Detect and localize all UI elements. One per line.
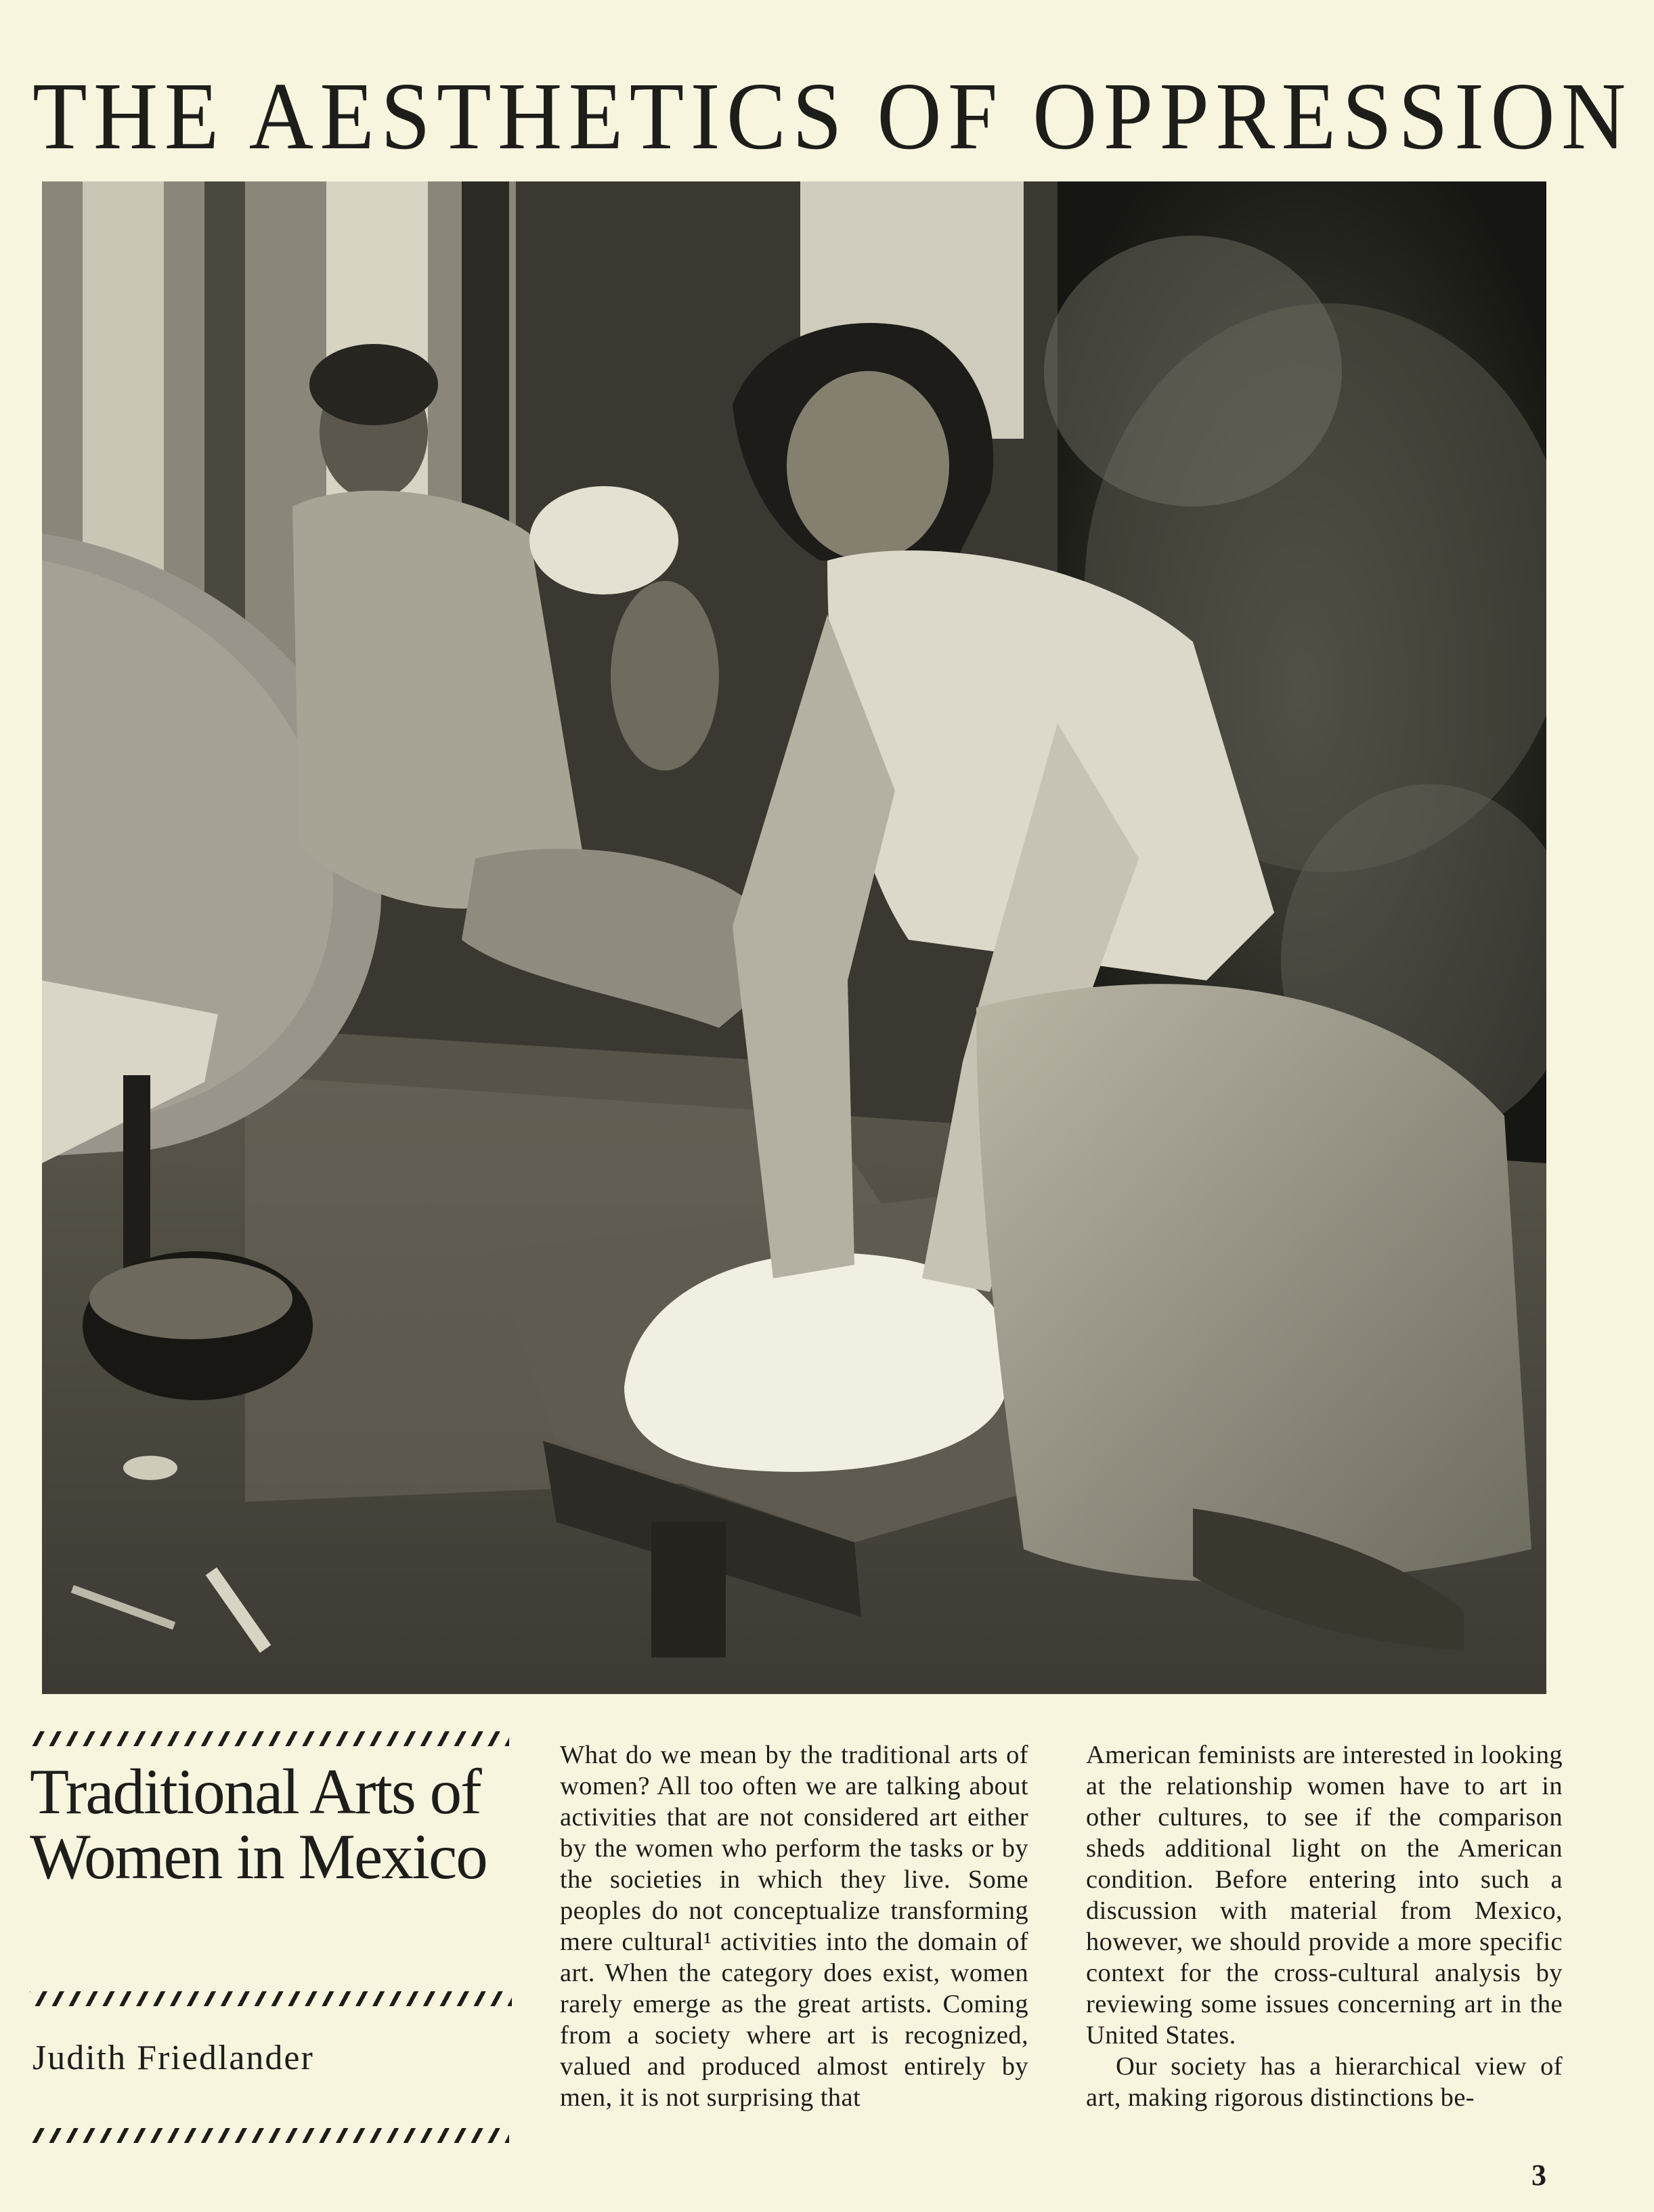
- article-title: Traditional Arts of Women in Mexico: [30, 1756, 487, 1892]
- column-2-paragraph-2: Our society has a hierarchical view of art, making rigorous distinctions be-: [1086, 2052, 1563, 2112]
- column-1-paragraph: What do we mean by the traditional arts of women? All too often we are talking about activities that are not considered art either by the women who perform the tasks or by the societies in which they live. Some peoples do not conceptualize transforming mere cultural¹ activities into the domain of art. When the category does exist, women rarely emerge as the great artists. Coming from a society where art is recognized, valued and produced almost entirely by men, it is not surprising that: [560, 1741, 1028, 2112]
- page-number: 3: [1531, 2159, 1546, 2192]
- article-column-2: [1086, 1739, 1563, 2113]
- column-2-paragraph-1: American feminists are interested in looking at the relationship women have to art in other cultures, to see if the comparison sheds additional light on the American condition. Before entering into such a discussion with material from Mexico, however, we should provide a more specific context for the cross-cultural analysis by reviewing some issues concerning art in the United States.: [1086, 1741, 1563, 2050]
- photograph-woman-grinding-corn-icon: [42, 181, 1546, 1694]
- article-author: Judith Friedlander: [32, 2039, 314, 2077]
- decorative-wave-rule-bottom: [30, 2128, 509, 2143]
- article-column-1: [560, 1739, 1028, 2113]
- page-headline: THE AESTHETICS OF OPPRESSION: [32, 62, 1632, 169]
- decorative-wave-rule-top: [30, 1731, 509, 1746]
- decorative-wave-rule-middle: [30, 1991, 512, 2006]
